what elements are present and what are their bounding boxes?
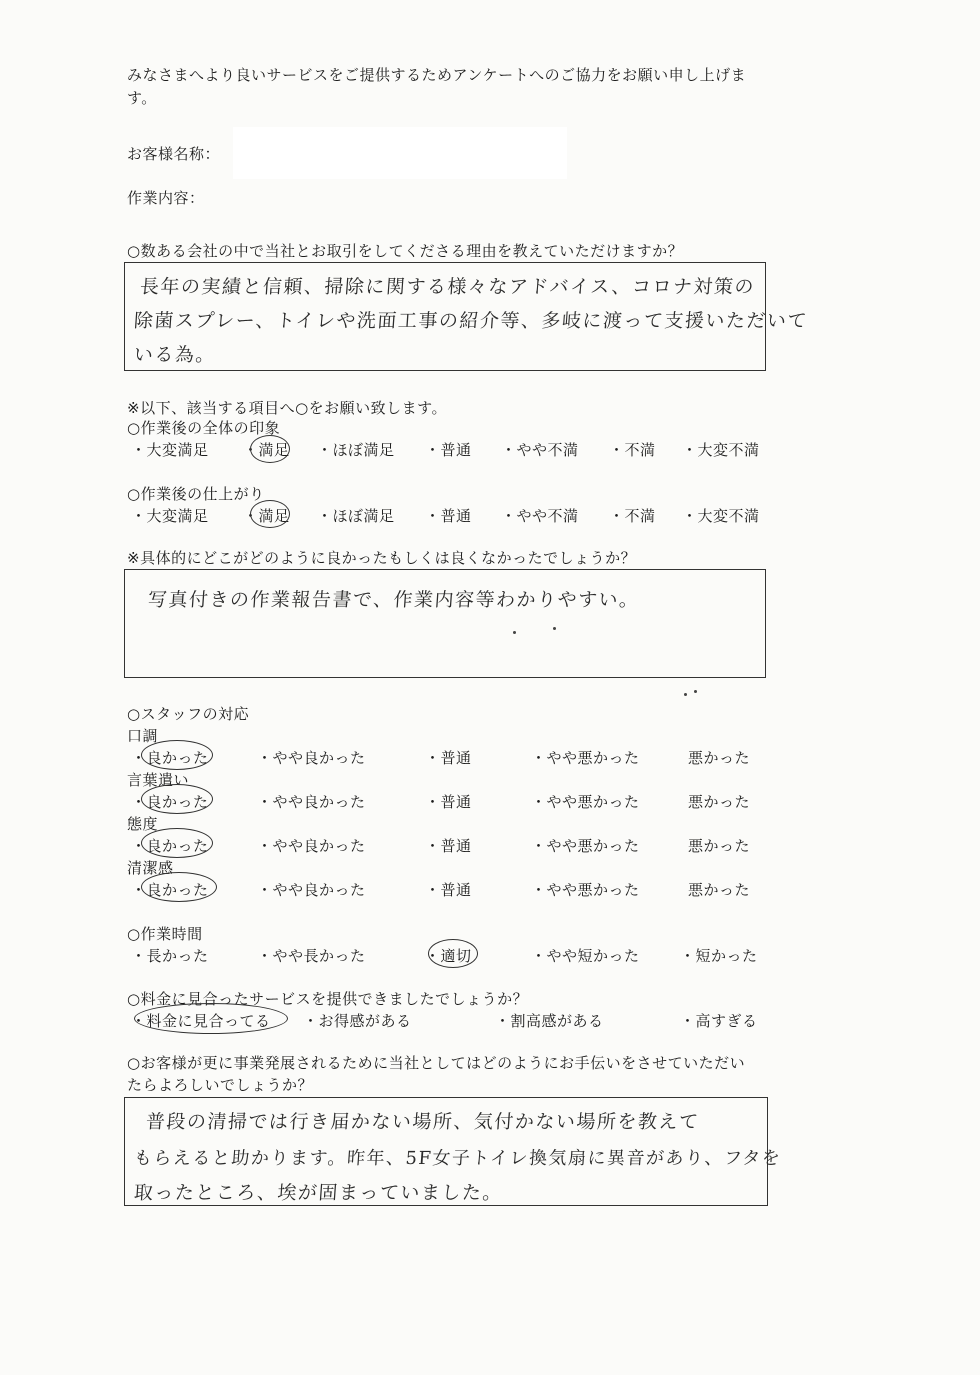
q2-option[interactable]: ・やや不満 — [501, 441, 579, 459]
q1-question: ○数ある会社の中で当社とお取引をしてくださる理由を教えていただけますか？ — [127, 242, 684, 260]
q8-question-line: ○お客様が更に事業発展されるために当社としてはどのようにお手伝いをさせていただい — [127, 1054, 746, 1072]
staff-item-label: 清潔感 — [127, 859, 174, 877]
staff-question: ○スタッフの対応 — [127, 705, 250, 723]
staff-attitude-option[interactable]: ・やや良かった — [257, 837, 366, 855]
q2-option[interactable]: ・大変満足 — [131, 441, 209, 459]
staff-attitude-option[interactable]: ・普通 — [425, 837, 472, 855]
q4-answer-line: 写真付きの作業報告書で、作業内容等わかりやすい。 — [147, 589, 641, 611]
customer-name-redaction — [233, 127, 567, 179]
staff-attitude-option[interactable]: ・良かった — [131, 837, 209, 855]
q8-answer-line: 普段の清掃では行き届かない場所、気付かない場所を教えて — [145, 1111, 701, 1133]
q6-option[interactable]: ・適切 — [425, 947, 472, 965]
q2-question: ○作業後の全体の印象 — [127, 419, 281, 437]
q7-option[interactable]: ・高すぎる — [680, 1012, 758, 1030]
staff-cleanliness-option[interactable]: ・普通 — [425, 881, 472, 899]
q1-answer-line: いる為。 — [133, 344, 217, 366]
q3-option[interactable]: ・大変不満 — [682, 507, 760, 525]
staff-item-label: 態度 — [127, 815, 159, 833]
ink-speck — [513, 631, 516, 634]
staff-wording-option[interactable]: ・良かった — [131, 793, 209, 811]
q2-option[interactable]: ・ほぼ満足 — [317, 441, 395, 459]
instruction-text: ※以下、該当する項目へ○をお願い致します。 — [127, 399, 447, 417]
staff-item-label: 口調 — [127, 727, 159, 745]
q8-answer-line: もらえると助かります。昨年、5F女子トイレ換気扇に異音があり、フタを — [133, 1148, 782, 1169]
q7-question: ○料金に見合ったサービスを提供できましたでしょうか？ — [127, 990, 529, 1008]
q6-option[interactable]: ・長かった — [131, 947, 209, 965]
q8-question-line: たらよろしいでしょうか？ — [127, 1076, 314, 1094]
staff-wording-option[interactable]: 悪かった — [688, 793, 751, 811]
intro-text: みなさまへより良いサービスをご提供するためアンケートへのご協力をお願い申し上げます。 — [127, 66, 747, 107]
staff-tone-option[interactable]: ・良かった — [131, 749, 209, 767]
q3-option[interactable]: ・満足 — [243, 507, 290, 525]
staff-tone-option[interactable]: ・やや良かった — [257, 749, 366, 767]
ink-speck — [694, 690, 697, 693]
staff-tone-option[interactable]: ・やや悪かった — [531, 749, 640, 767]
q7-option[interactable]: ・お得感がある — [303, 1012, 412, 1030]
ink-speck — [684, 693, 687, 696]
q8-answer-line: 取ったところ、埃が固まっていました。 — [133, 1182, 504, 1204]
q6-option[interactable]: ・短かった — [680, 947, 758, 965]
staff-tone-option[interactable]: ・普通 — [425, 749, 472, 767]
q3-option[interactable]: ・不満 — [609, 507, 656, 525]
q6-option[interactable]: ・やや長かった — [257, 947, 366, 965]
q3-question: ○作業後の仕上がり — [127, 485, 265, 503]
staff-attitude-option[interactable]: 悪かった — [688, 837, 751, 855]
work-content-label: 作業内容： — [127, 189, 205, 207]
staff-attitude-option[interactable]: ・やや悪かった — [531, 837, 640, 855]
staff-cleanliness-option[interactable]: 悪かった — [688, 881, 751, 899]
staff-cleanliness-option[interactable]: ・やや良かった — [257, 881, 366, 899]
q1-answer-line: 長年の実績と信頼、掃除に関する様々なアドバイス、コロナ対策の — [139, 276, 756, 298]
staff-tone-option[interactable]: 悪かった — [688, 749, 751, 767]
staff-cleanliness-option[interactable]: ・良かった — [131, 881, 209, 899]
staff-cleanliness-option[interactable]: ・やや悪かった — [531, 881, 640, 899]
q6-question: ○作業時間 — [127, 925, 203, 943]
q7-option[interactable]: ・割高感がある — [495, 1012, 604, 1030]
staff-wording-option[interactable]: ・やや良かった — [257, 793, 366, 811]
staff-item-label: 言葉遣い — [127, 771, 190, 789]
q1-answer-line: 除菌スプレー、トイレや洗面工事の紹介等、多岐に渡って支援いただいて — [133, 310, 809, 332]
staff-wording-option[interactable]: ・やや悪かった — [531, 793, 640, 811]
q2-option[interactable]: ・普通 — [425, 441, 472, 459]
customer-name-label: お客様名称： — [127, 145, 221, 163]
q4-question: ※具体的にどこがどのように良かったもしくは良くなかったでしょうか？ — [127, 549, 637, 567]
q2-option[interactable]: ・不満 — [609, 441, 656, 459]
q7-option[interactable]: ・料金に見合ってる — [131, 1012, 271, 1030]
q2-option[interactable]: ・満足 — [243, 441, 290, 459]
q3-option[interactable]: ・ほぼ満足 — [317, 507, 395, 525]
q3-option[interactable]: ・普通 — [425, 507, 472, 525]
staff-wording-option[interactable]: ・普通 — [425, 793, 472, 811]
q3-option[interactable]: ・大変満足 — [131, 507, 209, 525]
q6-option[interactable]: ・やや短かった — [531, 947, 640, 965]
q2-option[interactable]: ・大変不満 — [682, 441, 760, 459]
ink-speck — [553, 627, 556, 630]
q3-option[interactable]: ・やや不満 — [501, 507, 579, 525]
